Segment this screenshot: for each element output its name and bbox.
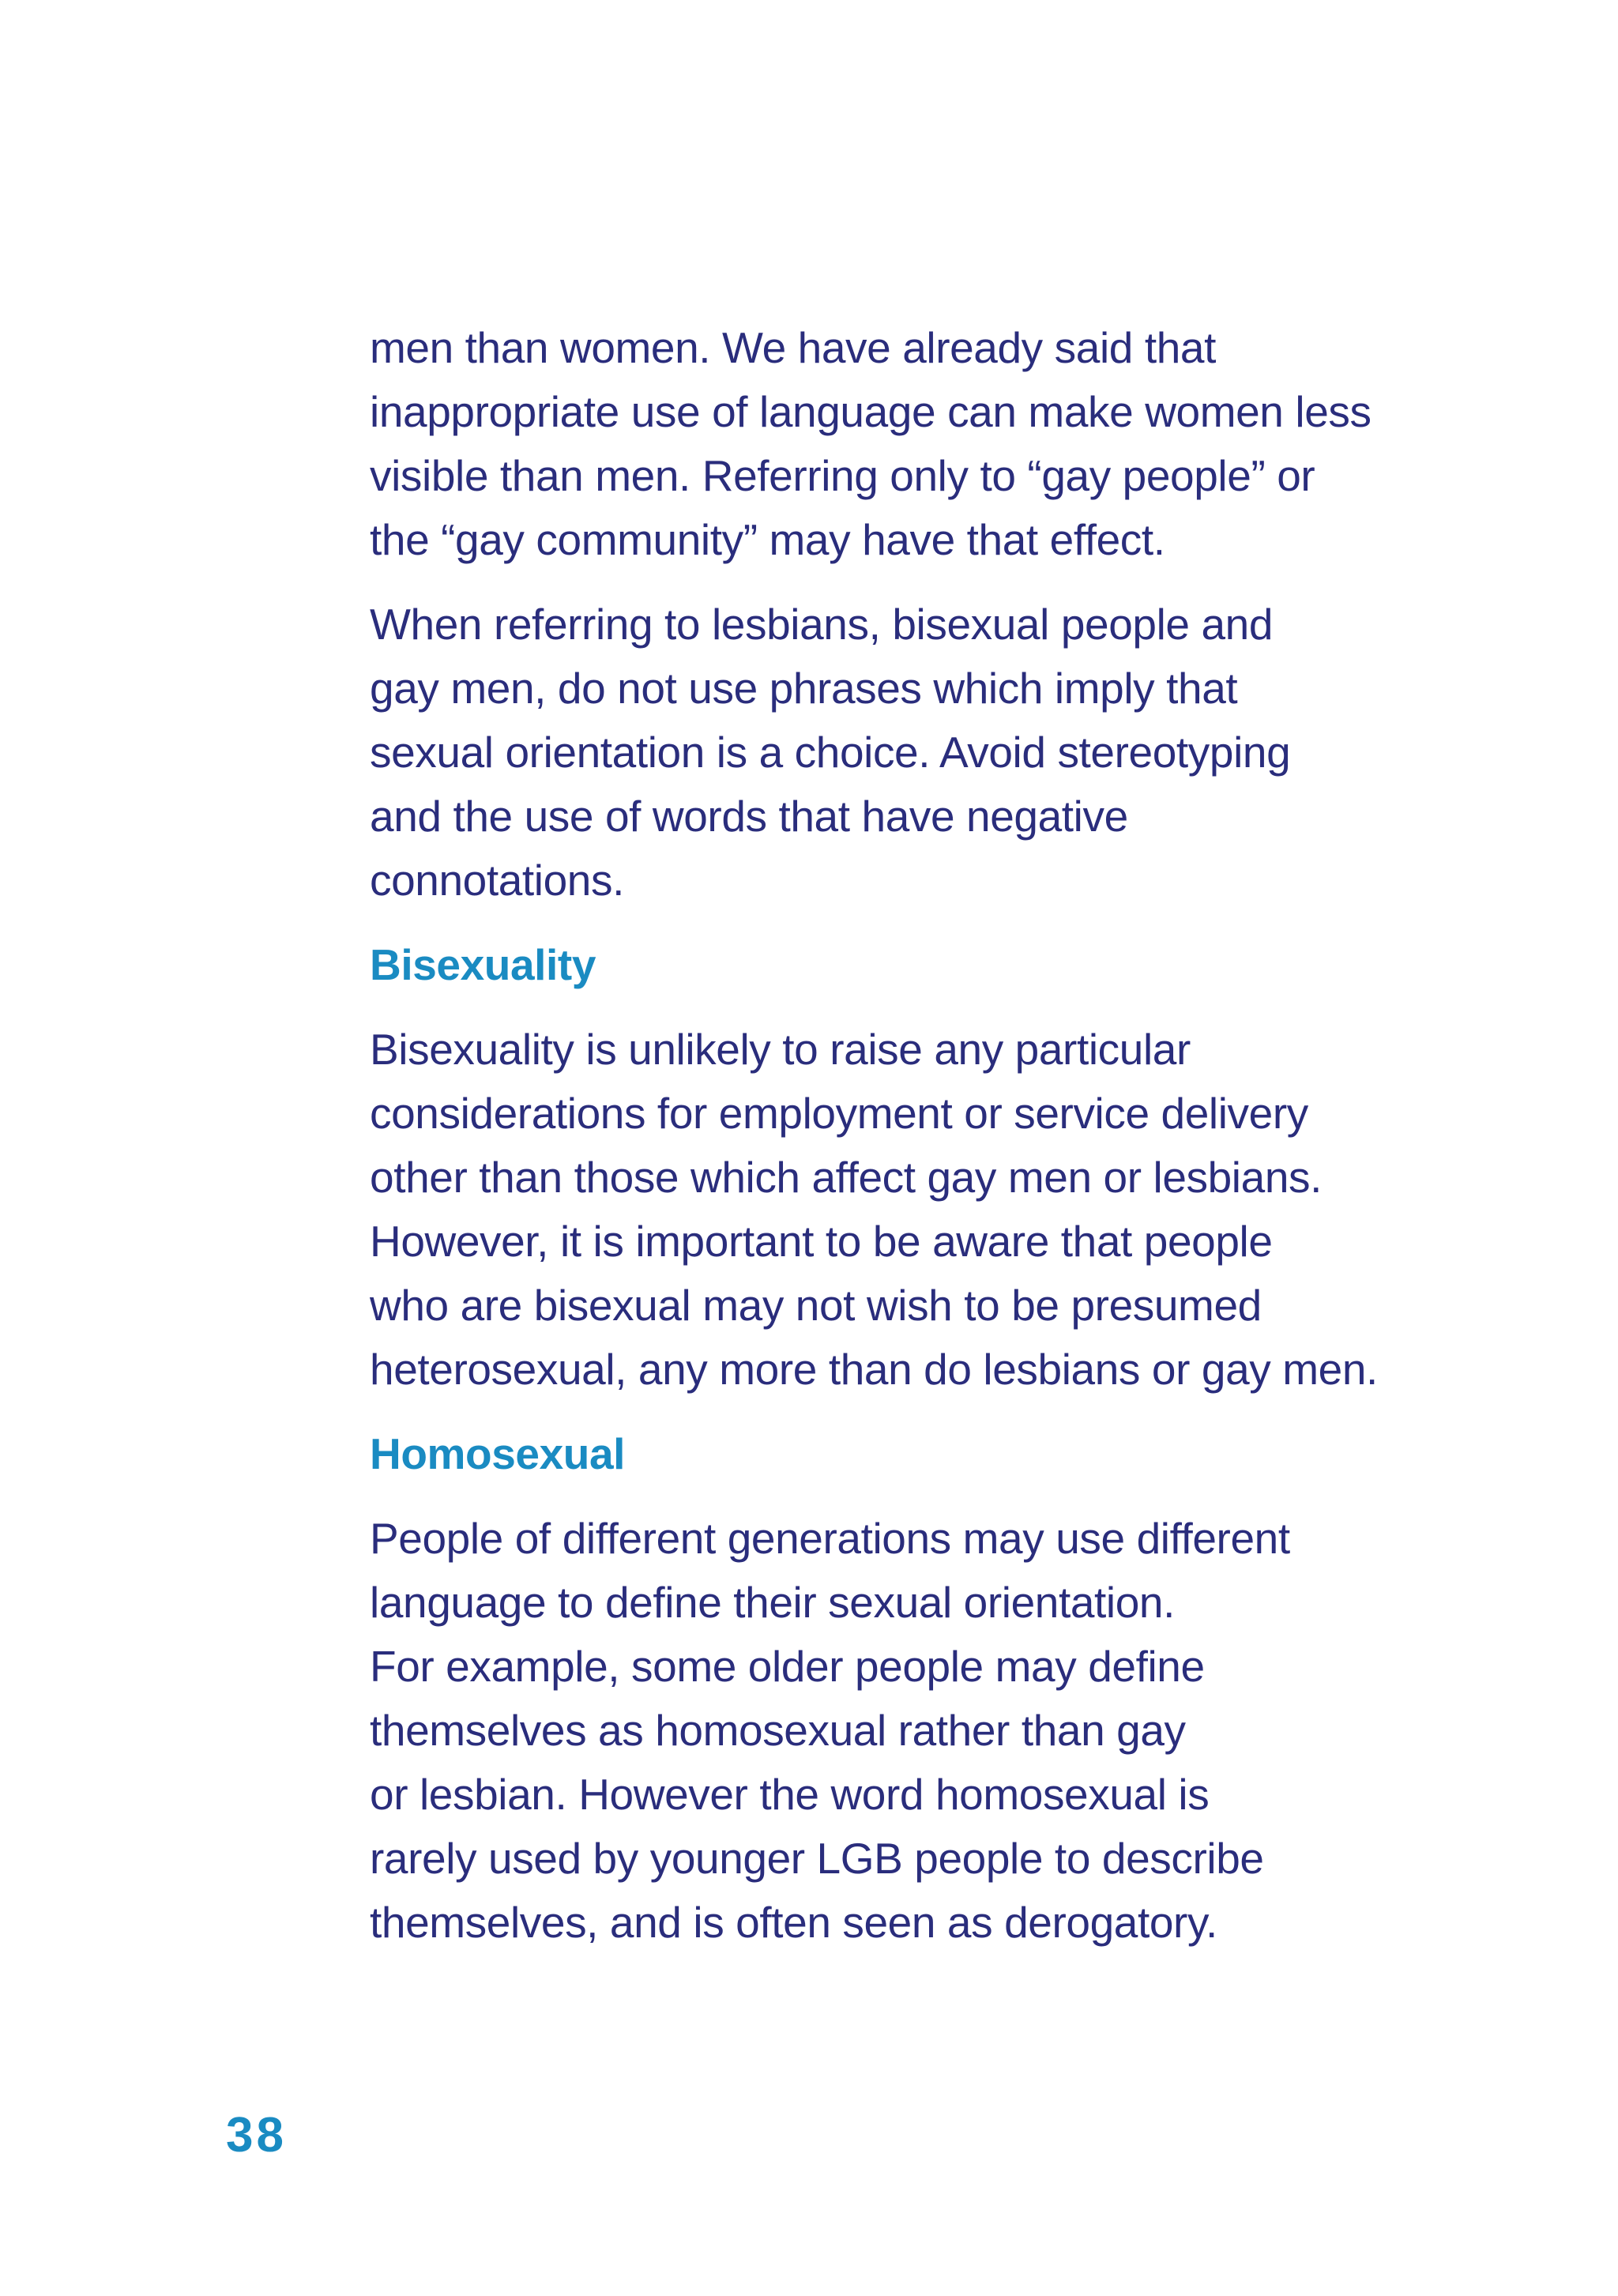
text-line: rarely used by younger LGB people to describe <box>370 1834 1264 1883</box>
text-line: heterosexual, any more than do lesbians or gay men. <box>370 1345 1378 1394</box>
page-number: 38 <box>226 2108 287 2162</box>
paragraph-gay-community <box>370 316 1492 572</box>
text-line: Bisexuality is unlikely to raise any particular <box>370 1025 1191 1074</box>
text-line: who are bisexual may not wish to be presumed <box>370 1281 1262 1330</box>
heading-homosexual: Homosexual <box>370 1429 626 1478</box>
text-line: visible than men. Referring only to “gay people” or <box>370 451 1315 500</box>
text-line: considerations for employment or service delivery <box>370 1089 1308 1138</box>
paragraph-referring-to-lgb <box>370 593 1492 913</box>
text-line: other than those which affect gay men or lesbians. <box>370 1153 1322 1202</box>
text-line: men than women. We have already said that <box>370 323 1216 372</box>
text-line: For example, some older people may define <box>370 1642 1205 1691</box>
text-line: language to define their sexual orientation. <box>370 1578 1175 1627</box>
paragraph-homosexual <box>370 1507 1492 1955</box>
text-line: themselves, and is often seen as derogatory. <box>370 1898 1217 1947</box>
text-line: themselves as homosexual rather than gay <box>370 1706 1186 1755</box>
text-line: People of different generations may use different <box>370 1514 1290 1563</box>
paragraph-bisexuality <box>370 1018 1492 1402</box>
page-content <box>370 316 1492 1975</box>
text-line: and the use of words that have negative <box>370 792 1128 841</box>
text-line: However, it is important to be aware that people <box>370 1217 1273 1266</box>
text-line: inappropriate use of language can make women less <box>370 387 1372 436</box>
text-line: or lesbian. However the word homosexual is <box>370 1770 1210 1819</box>
text-line: sexual orientation is a choice. Avoid stereotyping <box>370 728 1291 777</box>
text-line: When referring to lesbians, bisexual people and <box>370 600 1274 649</box>
text-line: the “gay community” may have that effect. <box>370 515 1165 564</box>
text-line: connotations. <box>370 856 624 905</box>
text-line: gay men, do not use phrases which imply that <box>370 664 1238 713</box>
heading-bisexuality: Bisexuality <box>370 940 596 989</box>
